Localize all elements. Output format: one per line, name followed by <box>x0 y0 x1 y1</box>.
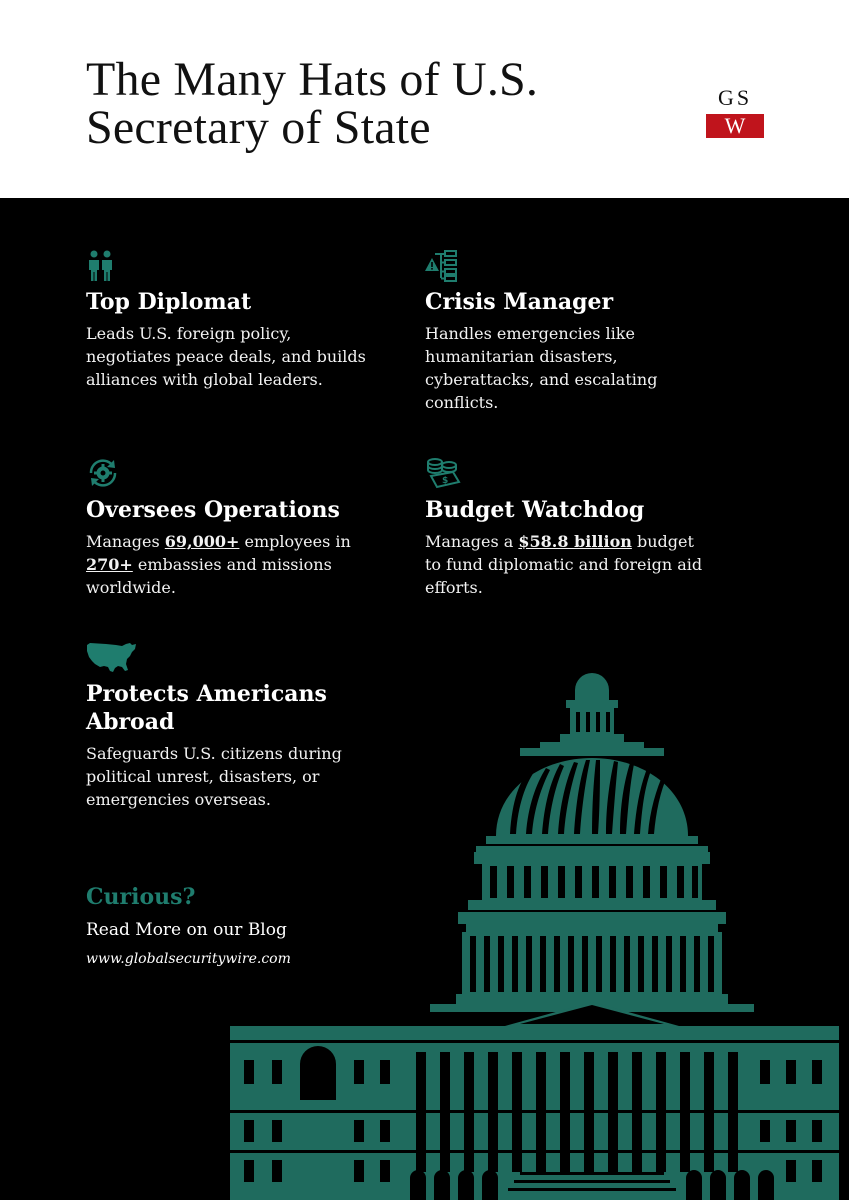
usa-map-icon <box>86 640 138 674</box>
card-text: Handles emergencies like humanitarian disasters, cyberattacks, and escalating conflicts. <box>425 324 658 412</box>
employee-count: 69,000+ <box>164 532 240 551</box>
text-fragment: Manages a <box>425 532 519 551</box>
card-crisis-manager <box>425 248 715 414</box>
text-fragment: embassies and missions worldwide. <box>86 555 332 597</box>
card-heading: Protects Americans Abroad <box>86 681 327 735</box>
budget-amount: $58.8 billion <box>518 532 632 551</box>
card-oversees-operations <box>86 456 376 599</box>
card-text <box>86 530 376 599</box>
card-heading: Top Diplomat <box>86 289 252 315</box>
svg-text:$: $ <box>442 476 449 486</box>
text-fragment: employees in <box>239 532 351 551</box>
alert-list-icon <box>425 248 459 282</box>
card-top-diplomat <box>86 248 376 391</box>
card-budget-watchdog <box>425 456 715 599</box>
logo-bottom-text: W <box>706 114 764 138</box>
embassy-count: 270+ <box>86 555 133 574</box>
card-heading: Crisis Manager <box>425 289 614 315</box>
blog-link[interactable]: www.globalsecuritywire.com <box>86 951 291 967</box>
money-stack-icon <box>425 456 461 490</box>
card-text: Safeguards U.S. citizens during political unrest, disasters, or emergencies overseas. <box>86 744 342 809</box>
text-fragment: Manages <box>86 532 165 551</box>
capitol-building-illustration <box>220 660 849 1200</box>
header <box>0 0 849 198</box>
card-text <box>425 530 715 599</box>
text-fragment: budget to fund diplomatic and foreign aid efforts. <box>425 532 703 597</box>
logo-top-text: GS <box>717 85 753 110</box>
gsw-logo <box>706 86 764 138</box>
people-icon <box>86 248 116 282</box>
card-heading: Budget Watchdog <box>425 497 645 523</box>
gear-cycle-icon <box>86 456 120 490</box>
card-text: Leads U.S. foreign policy, negotiates peace deals, and builds alliances with global leaders. <box>86 324 366 389</box>
card-heading: Oversees Operations <box>86 497 340 523</box>
cta-text: Read More on our Blog <box>86 920 287 940</box>
page-title: The Many Hats of U.S. Secretary of State <box>86 53 539 154</box>
cta-heading: Curious? <box>86 884 196 910</box>
